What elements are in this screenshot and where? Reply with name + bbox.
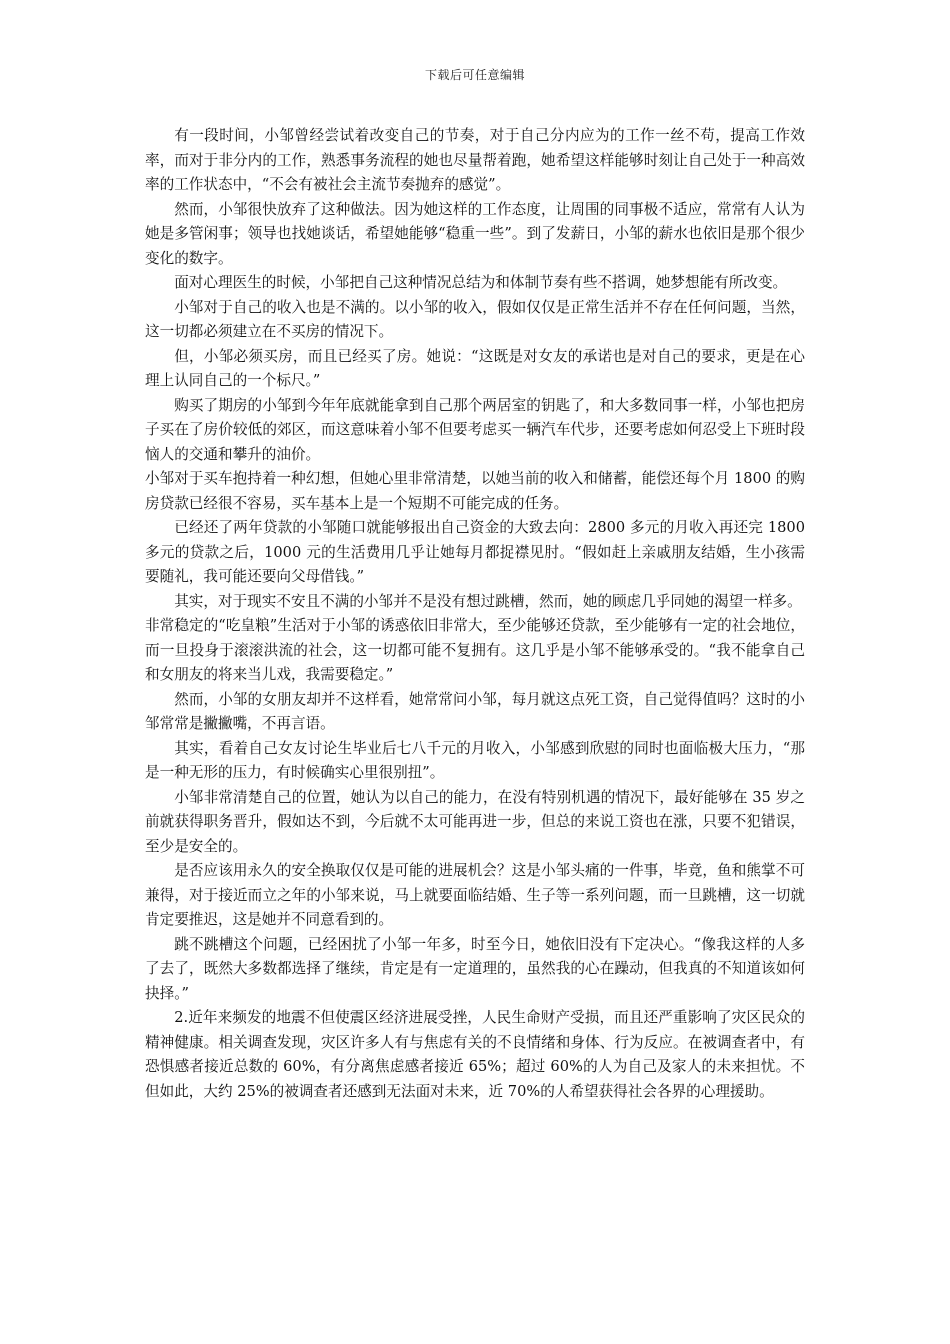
article-body: [145, 124, 805, 1104]
paragraph: 面对心理医生的时候，小邹把自己这种情况总结为和体制节奏有些不搭调，她梦想能有所改变。: [174, 274, 788, 291]
paragraph: 然而，小邹的女朋友却并不这样看，她常常问小邹，每月就这点死工资，自己觉得值吗？这时的小邹常常是撇撇嘴，不再言语。: [145, 690, 805, 732]
paragraph: 购买了期房的小邹到今年年底就能拿到自己那个两居室的钥匙了，和大多数同事一样，小邹也把房子买在了房价较低的郊区，而这意味着小邹不但要考虑买一辆汽车代步，还要考虑如何忍受上下班时段恼人的交通和攀升的油价。: [145, 396, 805, 463]
paragraph: 小邹非常清楚自己的位置，她认为以自己的能力，在没有特别机遇的情况下，最好能够在 35 岁之前就获得职务晋升，假如达不到，今后就不太可能再进一步，但总的来说工资也在涨，只要不犯错误，至少是安全的。: [145, 788, 805, 855]
paragraph: 小邹对于买车抱持着一种幻想，但她心里非常清楚，以她当前的收入和储蓄，能偿还每个月 1800 的购房贷款已经很不容易，买车基本上是一个短期不可能完成的任务。: [145, 470, 805, 512]
paragraph: 其实，对于现实不安且不满的小邹并不是没有想过跳槽，然而，她的顾虑几乎同她的渴望一样多。: [174, 592, 802, 610]
paragraph: 小邹对于自己的收入也是不满的。以小邹的收入，假如仅仅是正常生活并不存在任何问题，当然，这一切都必须建立在不买房的情况下。: [145, 298, 805, 340]
paragraph: 然而，小邹很快放弃了这种做法。因为她这样的工作态度，让周围的同事极不适应，常常有人认为她是多管闲事；领导也找她谈话，希望她能够“稳重一些”。到了发薪日，小邹的薪水也依旧是那个很少变化的数字。: [145, 200, 805, 267]
paragraph: 2.近年来频发的地震不但使震区经济进展受挫，人民生命财产受损，而且还严重影响了灾区民众的精神健康。相关调查发现，灾区许多人有与焦虑有关的不良情绪和身体、行为反应。在被调查者中，有恐惧感者接近总数的 60%，有分离焦虑感者接近 65%；超过 60%的人为自己及家人的未来担忧。不但如此，大约 25%的被调查者还感到无法面对未来，近 70%的人希望获得社会各界的心理援助。: [145, 1009, 805, 1100]
paragraph: 已经还了两年贷款的小邹随口就能够报出自己资金的大致去向：2800 多元的月收入再还完 1800 多元的贷款之后，1000 元的生活费用几乎让她每月都捉襟见肘。“假如赶上亲戚朋友结婚，生小孩需要随礼，我可能还要向父母借钱。”: [145, 519, 805, 585]
paragraph: 其实，看着自己女友讨论生毕业后七八千元的月收入，小邹感到欣慰的同时也面临极大压力，“那是一种无形的压力，有时候确实心里很别扭”。: [145, 739, 805, 781]
paragraph: 是否应该用永久的安全换取仅仅是可能的进展机会？这是小邹头痛的一件事，毕竟，鱼和熊掌不可兼得，对于接近而立之年的小邹来说，马上就要面临结婚、生子等一系列问题，而一旦跳槽，这一切就肯定要推迟，这是她并不同意看到的。: [145, 862, 805, 928]
paragraph: 但，小邹必须买房，而且已经买了房。她说：“这既是对女友的承诺也是对自己的要求，更是在心理上认同自己的一个标尺。”: [145, 347, 805, 389]
paragraph: 非常稳定的“吃皇粮”生活对于小邹的诱惑依旧非常大，至少能够还贷款，至少能够有一定的社会地位，而一旦投身于滚滚洪流的社会，这一切都可能不复拥有。这几乎是小邹不能够承受的。“我不能拿自己和女朋友的将来当儿戏，我需要稳定。”: [145, 617, 805, 683]
paragraph: 有一段时间，小邹曾经尝试着改变自己的节奏，对于自己分内应为的工作一丝不苟，提高工作效率，而对于非分内的工作，熟悉事务流程的她也尽量帮着跑，她希望这样能够时刻让自己处于一种高效率的工作状态中，“不会有被社会主流节奏抛弃的感觉”。: [145, 127, 805, 193]
paragraph: 跳不跳槽这个问题，已经困扰了小邹一年多，时至今日，她依旧没有下定决心。“像我这样的人多了去了，既然大多数都选择了继续，肯定是有一定道理的，虽然我的心在躁动，但我真的不知道该如何抉择。”: [145, 935, 805, 1002]
page-header: 下载后可任意编辑: [424, 68, 525, 82]
